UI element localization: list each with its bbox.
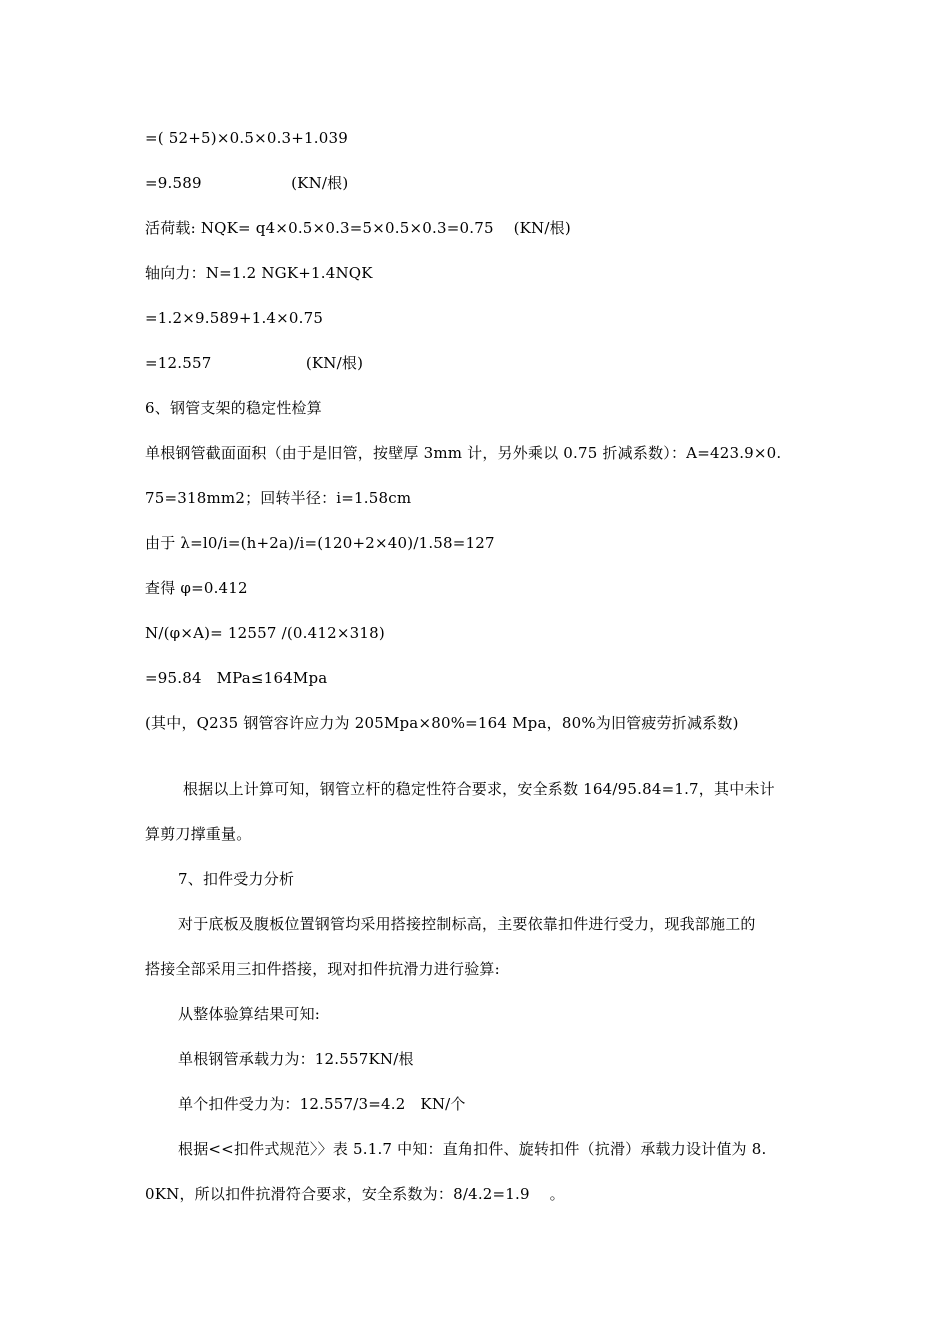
paragraph-line: 搭接全部采用三扣件搭接，现对扣件抗滑力进行验算: — [145, 960, 500, 978]
paragraph-line: 对于底板及腹板位置钢管均采用搭接控制标高，主要依靠扣件进行受力，现我部施工的 — [178, 915, 756, 933]
text-line: 活荷载: NQK= q4×0.5×0.3=5×0.5×0.3=0.75 (KN/根) — [145, 219, 571, 237]
paragraph-line: 从整体验算结果可知: — [178, 1005, 321, 1023]
text-line: =12.557 (KN/根) — [145, 354, 364, 372]
paragraph-line: 根据<<扣件式规范〉〉表 5.1.7 中知：直角扣件、旋转扣件（抗滑）承载力设计值为 8. — [178, 1140, 767, 1158]
text-line: =( 52+5)×0.5×0.3+1.039 — [145, 129, 348, 147]
text-line: 轴向力：N=1.2 NGK+1.4NQK — [145, 264, 373, 282]
text-line: 查得 φ=0.412 — [145, 579, 248, 597]
text-line: 75=318mm2；回转半径：i=1.58cm — [145, 489, 412, 507]
paragraph-line: 0KN，所以扣件抗滑符合要求，安全系数为：8/4.2=1.9 。 — [145, 1185, 565, 1203]
text-line: =95.84 MPa≤164Mpa — [145, 669, 328, 687]
text-line: 单根钢管截面面积（由于是旧管，按壁厚 3mm 计，另外乘以 0.75 折减系数）：A=423.9×0. — [145, 444, 782, 462]
text-line: (其中，Q235 钢管容许应力为 205Mpa×80%=164 Mpa，80%为旧管疲劳折减系数) — [145, 714, 739, 732]
paragraph-line: 根据以上计算可知，钢管立杆的稳定性符合要求，安全系数 164/95.84=1.7，其中未计 — [178, 780, 775, 798]
text-line: =1.2×9.589+1.4×0.75 — [145, 309, 324, 327]
paragraph-line: 单个扣件受力为：12.557/3=4.2 KN/个 — [178, 1095, 466, 1113]
paragraph-line: 算剪刀撑重量。 — [145, 825, 252, 843]
text-line: =9.589 (KN/根) — [145, 174, 349, 192]
text-line: N/(φ×A)= 12557 /(0.412×318) — [145, 624, 385, 642]
section-heading: 6、钢管支架的稳定性检算 — [145, 399, 322, 417]
text-line: 由于 λ=l0/i=(h+2a)/i=(120+2×40)/1.58=127 — [145, 534, 495, 552]
paragraph-line: 单根钢管承载力为：12.557KN/根 — [178, 1050, 414, 1068]
section-heading: 7、扣件受力分析 — [178, 870, 295, 888]
